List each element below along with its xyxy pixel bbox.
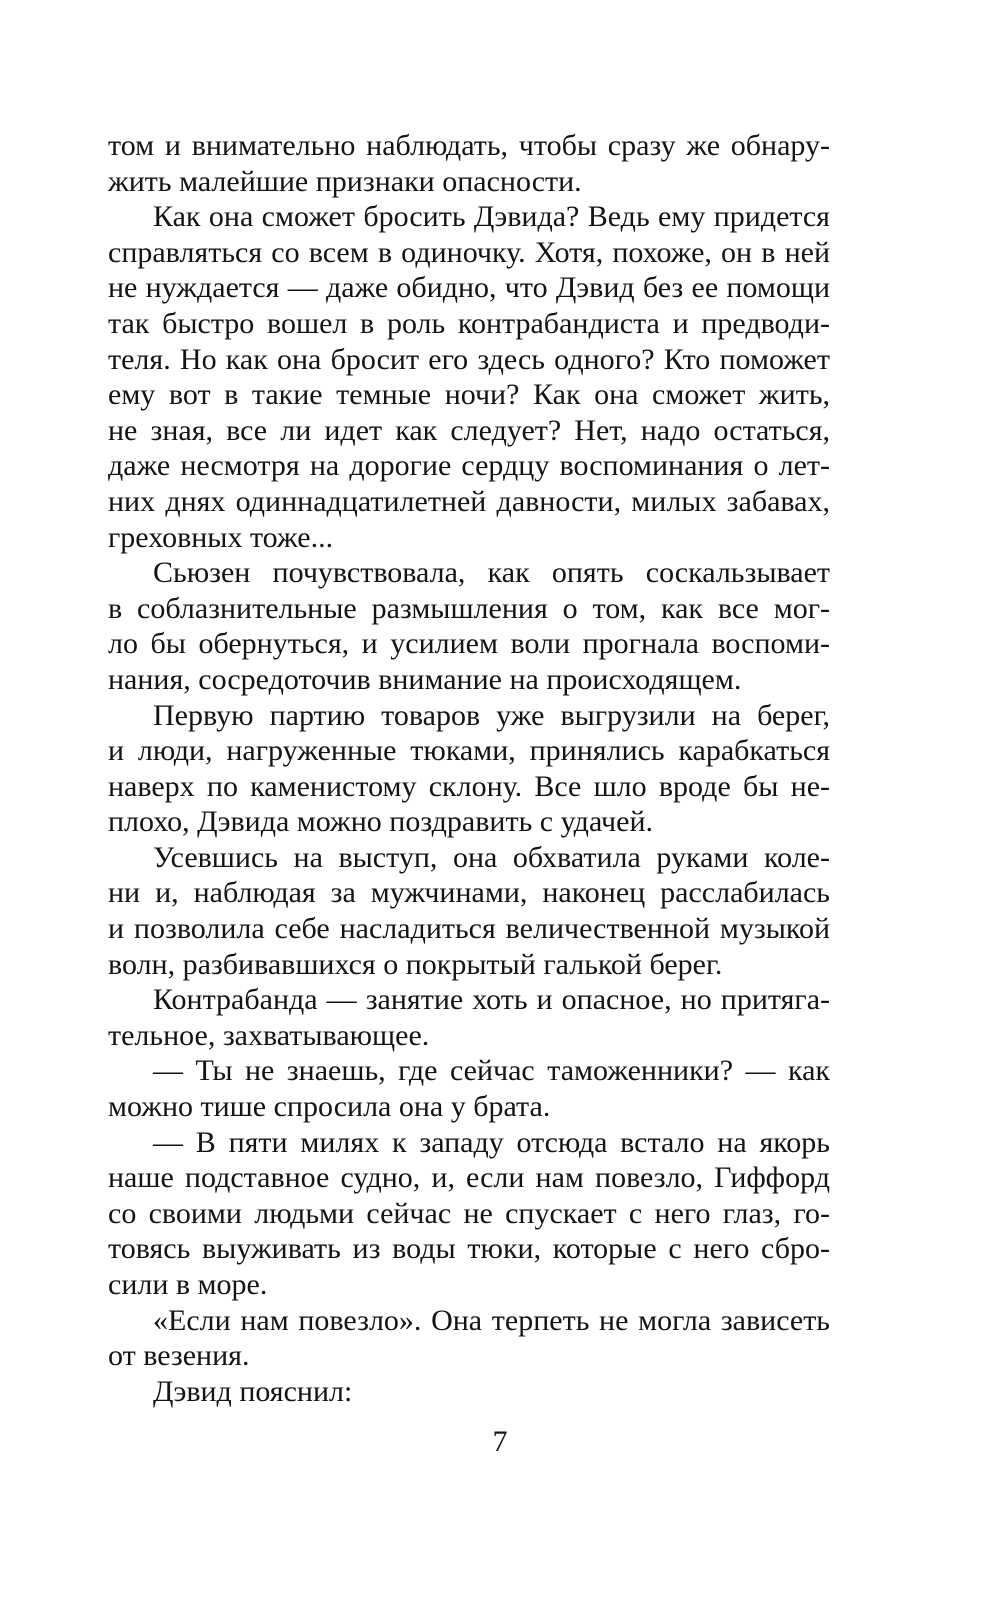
dialogue-line: — Ты не знаешь, где сейчас таможенники? — как bbox=[153, 1054, 830, 1088]
text-line: волн, разбивавшихся о покрытый галькой берег. bbox=[108, 947, 723, 981]
text-line: наверх по каменистому склону. Все шло вроде бы не- bbox=[108, 769, 830, 803]
dialogue-line: — В пяти милях к западу отсюда встало на якорь bbox=[153, 1125, 830, 1159]
text-line: ло бы обернуться, и усилием воли прогнала воспоми- bbox=[108, 627, 830, 661]
text-line: не нуждается — даже обидно, что Дэвид без ее помощи bbox=[108, 271, 830, 305]
text-line: теля. Но как она бросит его здесь одного? Кто поможет bbox=[108, 342, 830, 376]
text-line: греховных тоже... bbox=[108, 520, 334, 554]
text-line: можно тише спросила она у брата. bbox=[108, 1090, 551, 1124]
text-line: даже несмотря на дорогие сердцу воспоминания о лет- bbox=[108, 449, 830, 483]
text-line: ни и, наблюдая за мужчинами, наконец расслабилась bbox=[108, 876, 830, 910]
text-line: в соблазнительные размышления о том, как все мог- bbox=[108, 591, 830, 625]
paragraph-first-line: Усевшись на выступ, она обхватила руками коле- bbox=[153, 840, 830, 874]
text-line: не зная, все ли идет как следует? Нет, надо остаться, bbox=[108, 413, 830, 447]
paragraph-first-line: Дэвид пояснил: bbox=[153, 1374, 353, 1408]
text-line: нания, сосредоточив внимание на происходящем. bbox=[108, 662, 742, 696]
text-line: наше подставное судно, и, если нам повезло, Гиффорд bbox=[108, 1161, 830, 1195]
text-line: том и внимательно наблюдать, чтобы сразу же обнару- bbox=[108, 129, 830, 162]
text-line: со своими людьми сейчас не спускает с него глаз, го- bbox=[108, 1196, 830, 1230]
text-line: от везения. bbox=[108, 1339, 250, 1373]
paragraph-first-line: Первую партию товаров уже выгрузили на берег, bbox=[153, 698, 830, 732]
text-line: так быстро вошел в роль контрабандиста и предводи- bbox=[108, 306, 830, 340]
text-line: них днях одиннадцатилетней давности, милых забавах, bbox=[108, 484, 830, 518]
paragraph-first-line: Как она сможет бросить Дэвида? Ведь ему придется bbox=[153, 200, 830, 234]
text-line: и позволила себе насладиться величественной музыкой bbox=[108, 912, 830, 946]
paragraph-first-line: «Если нам повезло». Она терпеть не могла зависеть bbox=[153, 1303, 830, 1337]
page-number: 7 bbox=[492, 1425, 508, 1458]
text-line: сили в море. bbox=[108, 1268, 268, 1301]
text-line: товясь выуживать из воды тюки, которые с него сбро- bbox=[108, 1232, 830, 1266]
text-line: и люди, нагруженные тюками, принялись карабкаться bbox=[108, 734, 830, 768]
text-line: плохо, Дэвида можно поздравить с удачей. bbox=[108, 805, 654, 839]
text-line: справляться со всем в одиночку. Хотя, похоже, он в ней bbox=[108, 235, 830, 269]
text-line: жить малейшие признаки опасности. bbox=[108, 164, 582, 198]
text-line: тельное, захватывающее. bbox=[108, 1018, 430, 1052]
paragraph-first-line: Контрабанда — занятие хоть и опасное, но притяга- bbox=[153, 983, 830, 1017]
text-line: ему вот в такие темные ночи? Как она сможет жить, bbox=[108, 378, 830, 412]
book-page-text bbox=[108, 128, 830, 1409]
paragraph-first-line: Сьюзен почувствовала, как опять соскальзывает bbox=[153, 556, 830, 590]
